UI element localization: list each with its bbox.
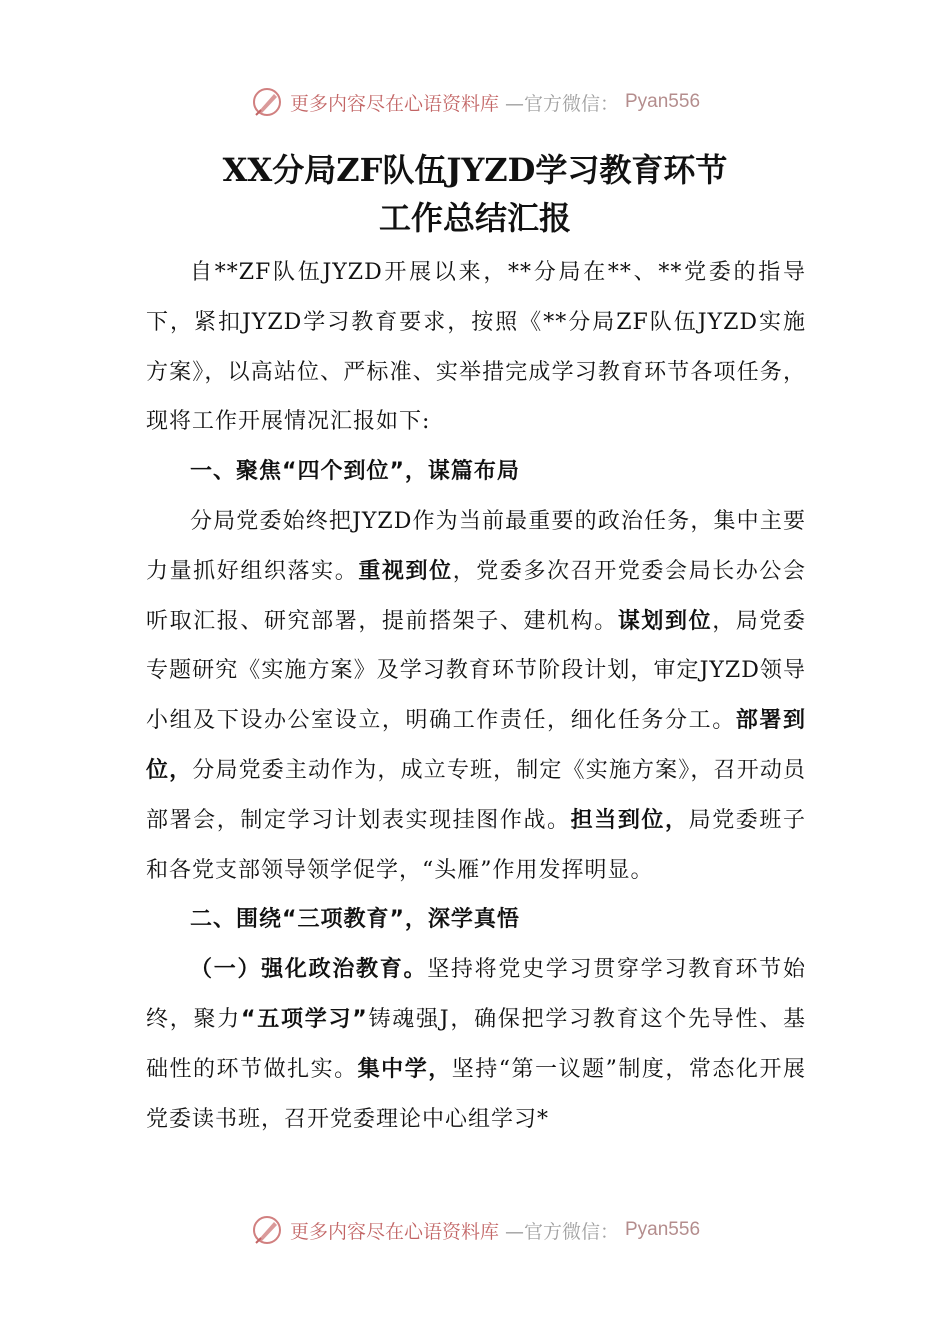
watermark-wechat-id: Pyan556 xyxy=(625,91,701,112)
section1-text-3: 分局党委主动作为，成立专班，制定《实施方案》，召开动员部署会，制定学习计划表实现挂图作战。 xyxy=(146,757,806,833)
document-body xyxy=(146,248,806,1144)
section2-text-3: 坚持“第一议题”制度，常态化开展党委读书班，召开党委理论中心组学习* xyxy=(146,1056,806,1132)
document-title-line2: 工作总结汇报 xyxy=(378,199,571,237)
section1-paragraph xyxy=(146,497,806,895)
section2-heading: 二、围绕“三项教育”，深学真悟 xyxy=(190,907,520,933)
section2-paragraph xyxy=(146,945,806,1144)
section1-bold-3: 部署到位， xyxy=(146,708,806,783)
section1-text-start: 分局党委始终把JYZD作为当前最重要的政治任务，集中主要力量抓好组织落实。 xyxy=(146,508,806,584)
section1-text-4: 局党委班子和各党支部领导领学促学，“头雁”作用发挥明显。 xyxy=(146,807,806,883)
watermark-main-text: 更多内容尽在心语资料库 xyxy=(289,1220,499,1243)
quill-pen-logo-icon xyxy=(250,1213,284,1247)
section1-bold-2: 谋划到位 xyxy=(617,608,713,634)
section1-text-2: ，局党委专题研究《实施方案》及学习教育环节阶段计划，审定JYZD领导小组及下设办公室设立，明确工作责任，细化任务分工。 xyxy=(146,608,806,734)
section1-bold-4: 担当到位， xyxy=(570,807,689,833)
quill-pen-logo-icon xyxy=(250,85,284,119)
watermark-main-text: 更多内容尽在心语资料库 xyxy=(289,92,499,115)
intro-paragraph: 自**ZF队伍JYZD开展以来，**分局在**、**党委的指导下，紧扣JYZD学习教育要求，按照《**分局ZF队伍JYZD实施方案》，以高站位、严标准、实举措完成学习教育环节各项任务，现将工作开展情况汇报如下: xyxy=(146,260,806,435)
watermark-header xyxy=(0,82,950,122)
section2-text-2: 铸魂强J，确保把学习教育这个先导性、基础性的环节做扎实。 xyxy=(146,1006,806,1082)
watermark-wechat-id: Pyan556 xyxy=(625,1219,701,1240)
section2-bold-2: “五项学习” xyxy=(241,1006,368,1032)
section1-text-1: ，党委多次召开党委会局长办公会听取汇报、研究部署，提前搭架子、建机构。 xyxy=(146,558,806,634)
section1-bold-1: 重视到位 xyxy=(358,558,453,584)
section2-text-1: 坚持将党史学习贯穿学习教育环节始终，聚力 xyxy=(146,957,806,1032)
section2-bold-3: 集中学， xyxy=(357,1056,452,1082)
watermark-footer xyxy=(0,1210,950,1250)
document-title-line1: XX分局ZF队伍JYZD学习教育环节 xyxy=(222,151,728,189)
section2-bold-1: （一）强化政治教育。 xyxy=(190,957,428,983)
watermark-separator-text: —官方微信： xyxy=(504,92,619,115)
watermark-separator-text: —官方微信： xyxy=(504,1220,619,1243)
section1-heading: 一、聚焦“四个到位”，谋篇布局 xyxy=(190,459,520,485)
